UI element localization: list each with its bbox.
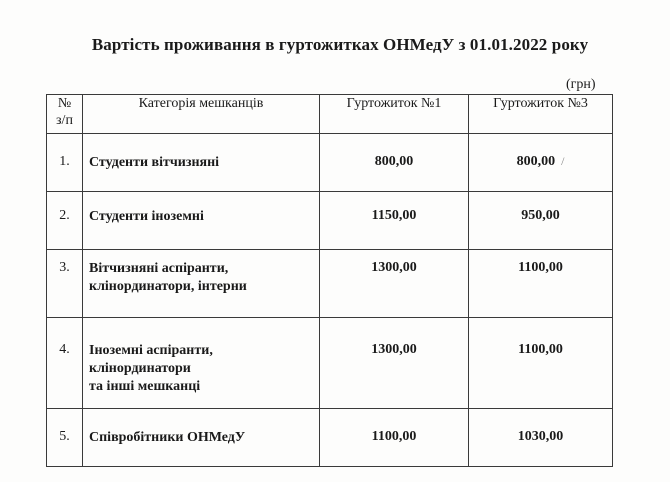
header-dorm-3: Гуртожиток №3 — [469, 95, 613, 134]
table-row — [47, 318, 613, 409]
header-dorm-1: Гуртожиток №1 — [320, 95, 469, 134]
category-line: клінординатори — [89, 361, 191, 376]
row-dorm-1-price: 1300,00 — [320, 250, 469, 318]
row-number: 1. — [47, 134, 83, 192]
header-number-line2: з/п — [56, 113, 73, 128]
header-row — [47, 95, 613, 134]
row-dorm-3-price: 1100,00 — [469, 250, 613, 318]
currency-unit-label: (грн) — [566, 77, 596, 92]
price-table — [46, 94, 613, 467]
row-dorm-3-price: 1030,00 — [469, 409, 613, 467]
row-dorm-1-price: 800,00 — [320, 134, 469, 192]
header-category: Категорія мешканців — [83, 95, 320, 134]
row-number: 4. — [47, 318, 83, 409]
row-number: 5. — [47, 409, 83, 467]
row-category — [83, 318, 320, 409]
category-line: Студенти вітчизняні — [89, 155, 220, 170]
table-row — [47, 134, 613, 192]
table-row — [47, 409, 613, 467]
row-dorm-1-price: 1150,00 — [320, 192, 469, 250]
row-dorm-3-price — [469, 134, 613, 192]
row-category — [83, 192, 320, 250]
row-dorm-3-price-value: 800,00 — [516, 154, 556, 169]
table-row — [47, 192, 613, 250]
row-dorm-3-price: 1100,00 — [469, 318, 613, 409]
category-line: клінординатори, інтерни — [89, 279, 247, 294]
category-line: Студенти іноземні — [89, 209, 204, 224]
category-line: Вітчизняні аспіранти, — [89, 261, 229, 276]
category-line: Співробітники ОНМедУ — [89, 430, 246, 445]
row-category — [83, 250, 320, 318]
header-number — [47, 95, 83, 134]
pen-mark: / — [561, 154, 565, 168]
row-dorm-1-price: 1300,00 — [320, 318, 469, 409]
row-number: 2. — [47, 192, 83, 250]
category-line: Іноземні аспіранти, — [89, 343, 213, 358]
table-header — [47, 95, 613, 134]
document-title: Вартість проживання в гуртожитках ОНМедУ з 01.01.2022 року — [91, 35, 589, 54]
table-row — [47, 250, 613, 318]
category-line: та інші мешканці — [89, 379, 201, 394]
header-number-line1: № — [57, 96, 72, 111]
row-category — [83, 134, 320, 192]
row-category — [83, 409, 320, 467]
row-dorm-3-price: 950,00 — [469, 192, 613, 250]
row-dorm-1-price: 1100,00 — [320, 409, 469, 467]
row-number: 3. — [47, 250, 83, 318]
table-body — [47, 134, 613, 467]
